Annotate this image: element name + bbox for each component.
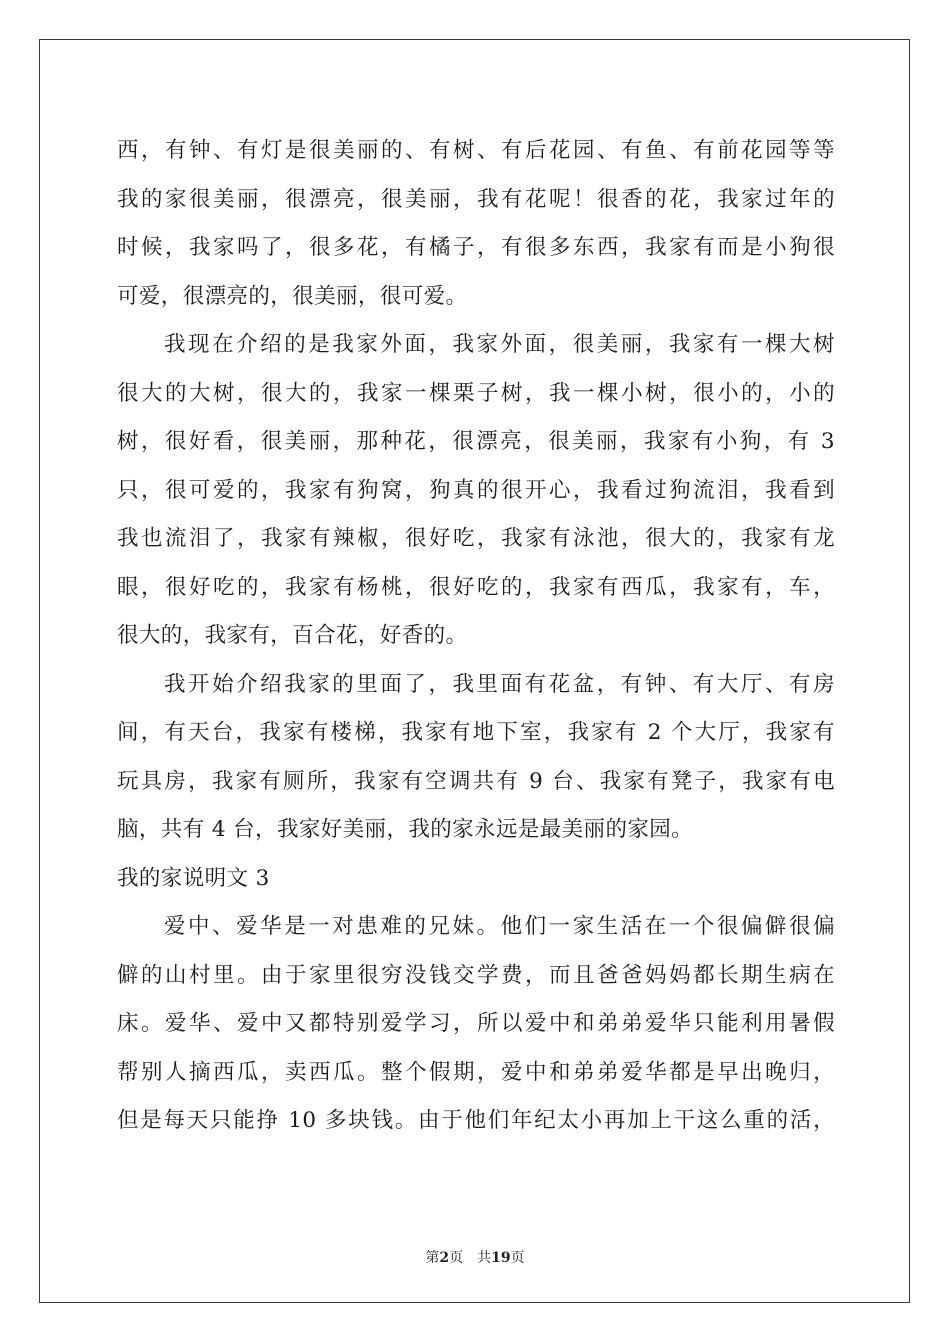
text-line: 我也流泪了，我家有辣椒，很好吃，我家有泳池，很大的，我家有龙 [117,526,835,551]
page-unit: 页 [449,1250,464,1266]
text-line: 脑，共有 4 台，我家好美丽，我的家永远是最美丽的家园。 [117,817,694,842]
page-prefix: 第 [425,1250,440,1266]
text-line: 只，很可爱的，我家有狗窝，狗真的很开心，我看过狗流泪，我看到 [117,477,835,503]
text-line: 西，有钟、有灯是很美丽的、有树、有后花园、有鱼、有前花园等等 [117,138,835,163]
page-footer [0,1247,950,1267]
text-line: 玩具房，我家有厕所，我家有空调共有 9 台、我家有凳子，我家有电 [117,768,835,794]
paragraph-first-line: 爱中、爱华是一对患难的兄妹。他们一家生活在一个很偏僻很偏 [164,914,835,939]
total-pages: 19 [491,1250,511,1266]
text-line: 很大的大树，很大的，我家一棵栗子树，我一棵小树，很小的，小的 [117,380,835,406]
section-heading: 我的家说明文 3 [117,865,270,891]
text-line: 树，很好看，很美丽，那种花，很漂亮，很美丽，我家有小狗，有 3 [117,429,835,454]
text-line: 但是每天只能挣 10 多块钱。由于他们年纪太小再加上干这么重的活， [117,1108,835,1133]
paragraph-first-line: 我现在介绍的是我家外面，我家外面，很美丽，我家有一棵大树 [164,332,835,357]
document-body [117,127,835,1146]
text-line: 很大的，我家有，百合花，好香的。 [117,623,468,648]
text-line: 僻的山村里。由于家里很穷没钱交学费，而且爸爸妈妈都长期生病在 [117,962,835,988]
text-line: 我的家很美丽，很漂亮，很美丽，我有花呢！很香的花，我家过年的 [117,186,835,212]
text-line: 床。爱华、爱中又都特别爱学习，所以爱中和弟弟爱华只能利用暑假 [117,1011,835,1036]
text-line: 间，有天台，我家有楼梯，我家有地下室，我家有 2 个大厅，我家有 [117,720,835,745]
text-line: 时候，我家吗了，很多花，有橘子，有很多东西，我家有而是小狗很 [117,235,835,260]
total-unit: 页 [510,1250,525,1266]
total-prefix: 共 [477,1250,492,1266]
page-number: 2 [439,1250,450,1266]
text-line: 眼，很好吃的，我家有杨桃，很好吃的，我家有西瓜，我家有，车， [117,574,835,600]
text-line: 可爱，很漂亮的，很美丽，很可爱。 [117,283,468,309]
paragraph-first-line: 我开始介绍我家的里面了，我里面有花盆，有钟、有大厅、有房 [164,671,835,697]
text-line: 帮别人摘西瓜，卖西瓜。整个假期，爱中和弟弟爱华都是早出晚归， [117,1059,835,1085]
